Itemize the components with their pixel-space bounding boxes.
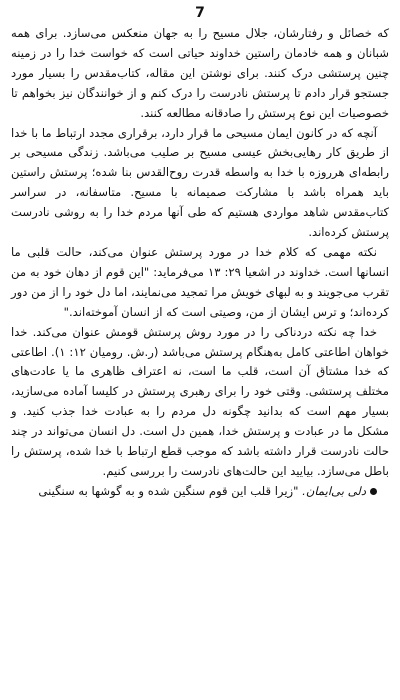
page-number: 7 [195,5,205,21]
bullet-item [11,482,389,502]
paragraph-4: خدا چه نکته دردناکی را در مورد روش پرستش قومش عنوان می‌کند. خدا خواهان اطاعتی کامل به‌هنگام پرستش می‌باشد (ر.ش. رومیان ۱۲: ۱). اطاعتی که خدا مشتاق آن است، قلب ما است، نه اعتراف ظاهری ما یا عادت‌های مختلف پرستشی. وقتی خود را برای رهبری پرستش در کلیسا آماده می‌سازید، بسیار مهم است که بدانید چگونه دل مردم را به عبادت خدا جذب کنید. و مشکل ما در عبادت و پرستش خدا، همین دل است. دل انسان می‌تواند در چند حالت نادرست قرار داشته باشد که موجب قطع ارتباط با خدا شده، پرستش را باطل می‌سازد. بیایید این حالت‌های نادرست را بررسی کنیم. [11,324,389,478]
paragraph-1: که خصائل و رفتارشان، جلال مسیح را به جهان منعکس می‌سازد. برای همه شبانان و همه خادمان راستین خداوند حیاتی است که خواست خدا را در زمینه چنین پرستشی درک کنند. برای نوشتن این مقاله، کتاب‌مقدس را بسیار مورد جستجو قرار دادم تا پرستش نادرست را درک کنم و از خوانندگان نیز بخواهم تا خصوصیات این نوع پرستش را صادقانه مطالعه کنند. [11,26,389,120]
body-text [11,24,389,502]
paragraph-3: نکته مهمی که کلام خدا در مورد پرستش عنوان می‌کند، حالت قلبی ما انسانها است. خداوند در اشعیا ۲۹: ۱۳ می‌فرماید: "این قوم از دهان خود به من تقرب می‌جویند و به لبهای خویش مرا تمجید می‌نمایند، اما دل خود را از من دور کرده‌اند؛ و ترس ایشان از من، وصیتی است که از انسان آموخته‌اند." [11,244,389,319]
paragraph-2: آنچه که در کانون ایمان مسیحی ما قرار دارد، برقراری مجدد ارتباط ما با خدا از طریق کار رهایی‌بخش عیسی مسیح بر صلیب می‌باشد. زندگی مسیحی بر رابطه‌ای هرروزه با خدا به واسطه قدرت روح‌القدس بنا شده؛ پرستش راستین باید همراه باشد با مشارکت صمیمانه با مسیح. متاسفانه، در سراسر کتاب‌مقدس شاهد مواردی هستیم که طی آنها مردم خدا را به روشی نادرست پرستش کرده‌اند. [11,125,389,240]
bullet-dot-icon [370,488,377,495]
bullet-title: دلی بی‌ایمان. [302,483,366,498]
bullet-text: "زیرا قلب این قوم سنگین شده و به گوشها به سنگینی [38,483,303,498]
